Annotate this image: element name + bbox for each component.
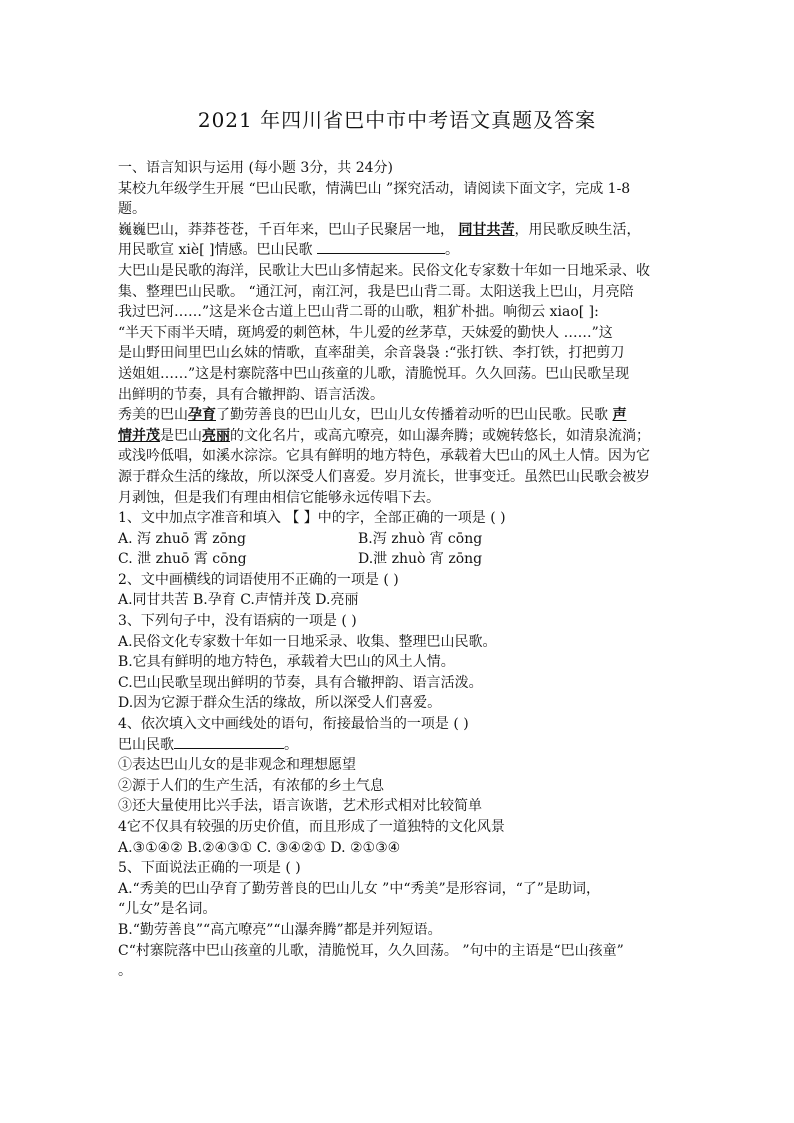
sentence-4: 4它不仅具有较强的历史价值，而且形成了一道独特的文化风景: [118, 819, 505, 835]
text-span: 巍巍巴山，莽莽苍苍，千百年来，巴山子民聚居一地，: [118, 221, 459, 238]
option-d: D.因为它源于群众生活的缘故，所以深受人们喜爱。: [118, 695, 442, 712]
option-b: B.“勤劳善良”“高亢嘹亮”“山瀑奔腾”都是并列短语。: [118, 921, 442, 938]
option-a: A.“秀美的巴山孕育了勤劳普良的巴山儿女 ”中“秀美”是形容词，“了”是助词，: [118, 880, 600, 897]
text-span: 是巴山: [160, 427, 202, 444]
paragraph-2-line: “半天下雨半天晴，斑鸠爱的刺笆林，牛儿爱的丝茅草，天妹爱的勤快人 ……”这: [118, 324, 613, 341]
option-c: C.巴山民歌呈现出鲜明的节奏，具有合辙押韵、语言活泼。: [118, 674, 483, 691]
paragraph-2-line: 是山野田间里巴山幺妹的情歌，直率甜美，余音袅袅 :“张打铁、李打铁，打把剪刀: [118, 345, 625, 362]
sentence-1: ①表达巴山儿女的是非观念和理想愿望: [118, 757, 356, 774]
intro-line: 某校九年级学生开展 “巴山民歌，情满巴山 ”探究活动，请阅读下面文字，完成 1-8: [118, 180, 631, 197]
option-a: A.民俗文化专家数十年如一日地采录、收集、整理巴山民歌。: [118, 633, 497, 650]
paragraph-2-line: 集、整理巴山民歌。 “通江河，南江河，我是巴山背二哥。太阳送我上巴山，月亮陪: [118, 283, 634, 300]
paragraph-2-line: 大巴山是民歌的海洋，民歌让大巴山多情起来。民俗文化专家数十年如一日地采录、收: [118, 262, 650, 279]
underlined-term: 情并茂: [118, 427, 160, 444]
question-1-stem: 1、文中加点字准音和填入 【 】中的字，全部正确的一项是 ( ): [118, 510, 506, 527]
option-c-continued: 。: [118, 963, 132, 980]
paragraph-1-line: [118, 220, 684, 241]
question-4-stem: 4、依次填入文中画线处的语句，衔接最恰当的一项是 ( ): [118, 716, 469, 733]
page-title: 2021 年四川省巴中市中考语文真题及答案: [197, 108, 597, 132]
paragraph-3-line: 月剥蚀，但是我们有理由相信它能够永远传唱下去。: [118, 489, 440, 506]
paragraph-3-line: 或浅吟低唱，如溪水淙淙。它具有鲜明的地方特色，承载着大巴山的风土人情。因为它: [118, 448, 650, 465]
fill-blank: [174, 735, 284, 749]
text-span: 巴山民歌: [118, 736, 174, 753]
question-2-stem: 2、文中画横线的词语使用不正确的一项是 ( ): [118, 571, 399, 588]
text-span: 。: [444, 242, 459, 259]
paragraph-1-line: [118, 240, 684, 261]
question-5-stem: 5、下面说法正确的一项是 ( ): [118, 860, 301, 877]
question-2-options: A.同甘共苦 B.孕育 C.声情并茂 D.亮丽: [118, 592, 359, 609]
text-span: 秀美的巴山: [118, 407, 188, 424]
sentence-3: ③还大量使用比兴手法，语言诙谐，艺术形式相对比较简单: [118, 798, 482, 815]
option-c: C. 泄 zhuō 霄 cōng: [118, 551, 247, 568]
underlined-term: 声: [612, 407, 627, 424]
option-a-continued: “儿女”是名词。: [118, 901, 217, 918]
paragraph-2-line: 我过巴河……”这是米仓古道上巴山背二哥的山歌，粗犷朴拙。响彻云 xiao[ ]:: [118, 304, 599, 321]
option-d: D.泄 zhuò 宵 zōng: [358, 551, 483, 568]
option-c: C“村寨院落中巴山孩童的儿歌，清脆悦耳，久久回荡。 ”句中的主语是“巴山孩童”: [118, 942, 624, 959]
question-3-stem: 3、下列句子中，没有语病的一项是 ( ): [118, 613, 357, 630]
question-4-fill: [118, 735, 684, 756]
underlined-term: 孕育: [188, 407, 216, 424]
paragraph-2-line: 出鲜明的节奏，具有合辙押韵、语言活泼。: [118, 386, 384, 403]
option-a: A. 泻 zhuō 霄 zōng: [118, 530, 246, 547]
question-4-options: A.③①④② B.②④③① C. ③④②① D. ②①③④: [118, 839, 401, 856]
paragraph-3-line: [118, 405, 684, 426]
option-b: B.泻 zhuò 宵 cōng: [358, 530, 483, 547]
underlined-term: 同甘共苦: [458, 221, 515, 238]
text-span: 用民歌宣 xiè[ ]情感。巴山民歌: [118, 242, 317, 259]
paragraph-3-line: [118, 426, 684, 447]
sentence-2: ②源于人们的生产生活，有浓郁的乡土气息: [118, 777, 384, 794]
underlined-term: 亮丽: [202, 427, 230, 444]
intro-line: 题。: [118, 201, 146, 218]
option-b: B.它具有鲜明的地方特色，承载着大巴山的风土人情。: [118, 654, 455, 671]
text-span: 。: [284, 736, 298, 753]
section-heading: 一、语言知识与运用 (每小题 3分，共 24分): [118, 160, 393, 176]
text-span: ，用民歌反映生活，: [514, 221, 641, 238]
text-span: 了勤劳善良的巴山儿女，巴山儿女传播着动听的巴山民歌。民歌: [216, 407, 613, 424]
exam-body: [118, 158, 684, 982]
question-1-options: [118, 529, 684, 550]
paragraph-3-line: 源于群众生活的缘故，所以深受人们喜爱。岁月流长，世事变迁。虽然巴山民歌会被岁: [118, 468, 650, 485]
text-span: 的文化名片，或高亢嘹亮，如山瀑奔腾；或婉转悠长，如清泉流淌；: [230, 427, 650, 444]
paragraph-2-line: 送姐姐……”这是村寨院落中巴山孩童的儿歌，清脆悦耳。久久回荡。巴山民歌呈现: [118, 365, 630, 382]
fill-blank: [317, 240, 445, 254]
question-1-options: [118, 549, 684, 570]
